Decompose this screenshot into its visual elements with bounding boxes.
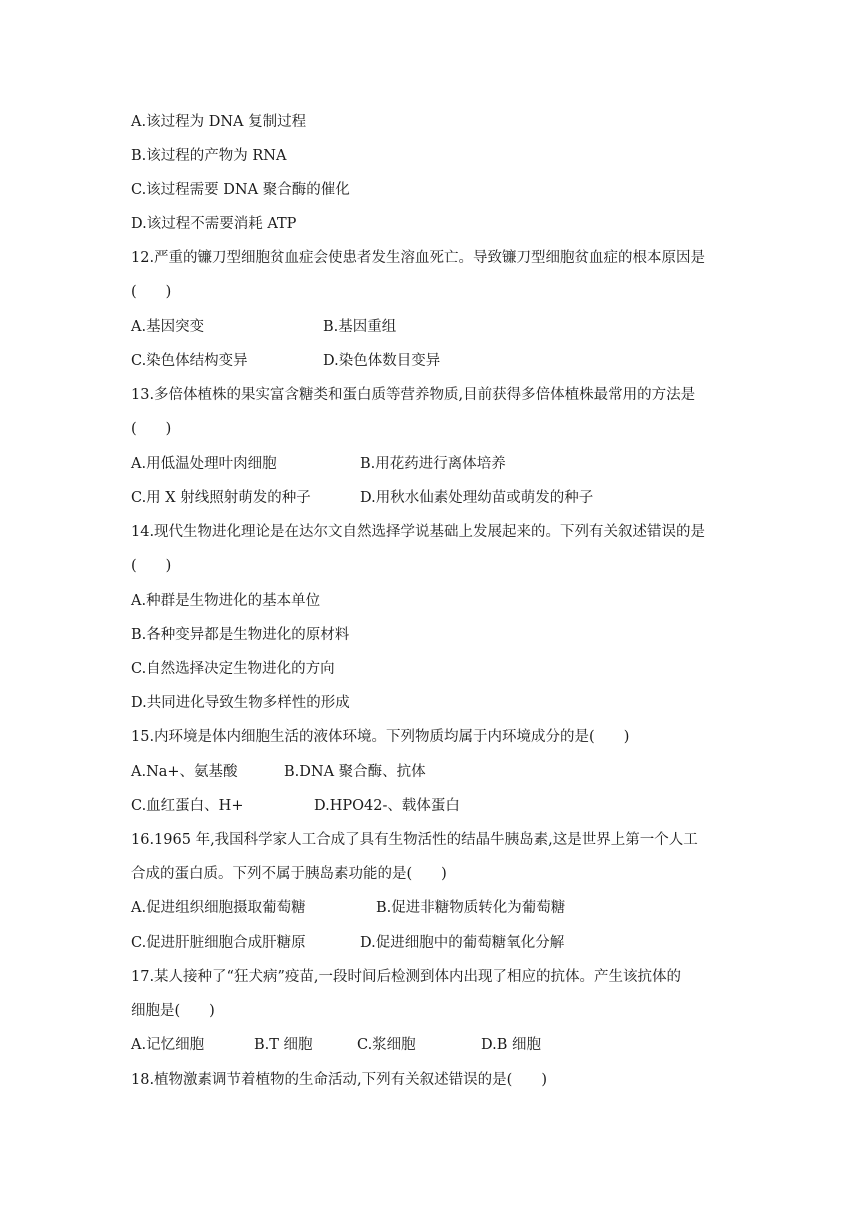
q13-option-a: A.用低温处理叶肉细胞 xyxy=(131,456,277,472)
q11-option-b: B.该过程的产物为 RNA xyxy=(131,148,287,164)
q11-option-d: D.该过程不需要消耗 ATP xyxy=(131,216,297,232)
q12-option-c: C.染色体结构变异 xyxy=(131,353,248,369)
q15-option-a: A.Na+、氨基酸 xyxy=(131,764,238,780)
q16-option-c: C.促进肝脏细胞合成肝糖原 xyxy=(131,935,306,951)
q11-option-a: A.该过程为 DNA 复制过程 xyxy=(131,114,307,130)
q13-stem: 13.多倍体植株的果实富含糖类和蛋白质等营养物质,目前获得多倍体植株最常用的方法是 xyxy=(131,387,696,403)
q13-answer-blank: ( ) xyxy=(131,421,172,437)
q17-stem-line2: 细胞是( ) xyxy=(131,1003,215,1019)
q15-option-c: C.血红蛋白、H+ xyxy=(131,798,244,814)
q14-answer-blank: ( ) xyxy=(131,558,172,574)
q17-stem-line1: 17.某人接种了“狂犬病”疫苗,一段时间后检测到体内出现了相应的抗体。产生该抗体的 xyxy=(131,969,681,985)
q16-option-d: D.促进细胞中的葡萄糖氧化分解 xyxy=(360,935,565,951)
q16-stem-line1: 16.1965 年,我国科学家人工合成了具有生物活性的结晶牛胰岛素,这是世界上第一个人工 xyxy=(131,832,698,848)
q14-option-b: B.各种变异都是生物进化的原材料 xyxy=(131,627,350,643)
q18-stem: 18.植物激素调节着植物的生命活动,下列有关叙述错误的是( ) xyxy=(131,1072,547,1088)
q12-answer-blank: ( ) xyxy=(131,284,172,300)
q12-option-a: A.基因突变 xyxy=(131,319,205,335)
q14-option-c: C.自然选择决定生物进化的方向 xyxy=(131,661,335,677)
q14-option-a: A.种群是生物进化的基本单位 xyxy=(131,593,321,609)
q14-stem: 14.现代生物进化理论是在达尔文自然选择学说基础上发展起来的。下列有关叙述错误的是 xyxy=(131,524,706,540)
q16-option-a: A.促进组织细胞摄取葡萄糖 xyxy=(131,900,306,916)
q15-option-b: B.DNA 聚合酶、抗体 xyxy=(284,764,426,780)
q15-option-d: D.HPO42-、载体蛋白 xyxy=(314,798,460,814)
q13-option-c: C.用 X 射线照射萌发的种子 xyxy=(131,490,311,506)
q14-option-d: D.共同进化导致生物多样性的形成 xyxy=(131,695,350,711)
q16-option-b: B.促进非糖物质转化为葡萄糖 xyxy=(376,900,566,916)
q17-option-c: C.浆细胞 xyxy=(357,1037,416,1053)
q15-stem: 15.内环境是体内细胞生活的液体环境。下列物质均属于内环境成分的是( ) xyxy=(131,729,630,745)
q12-option-d: D.染色体数目变异 xyxy=(323,353,441,369)
q12-stem: 12.严重的镰刀型细胞贫血症会使患者发生溶血死亡。导致镰刀型细胞贫血症的根本原因是 xyxy=(131,250,706,266)
q13-option-b: B.用花药进行离体培养 xyxy=(360,456,506,472)
q16-stem-line2: 合成的蛋白质。下列不属于胰岛素功能的是( ) xyxy=(131,866,447,882)
q17-option-a: A.记忆细胞 xyxy=(131,1037,205,1053)
q12-option-b: B.基因重组 xyxy=(323,319,397,335)
q17-option-d: D.B 细胞 xyxy=(481,1037,541,1053)
q17-option-b: B.T 细胞 xyxy=(254,1037,313,1053)
q13-option-d: D.用秋水仙素处理幼苗或萌发的种子 xyxy=(360,490,594,506)
q11-option-c: C.该过程需要 DNA 聚合酶的催化 xyxy=(131,182,350,198)
